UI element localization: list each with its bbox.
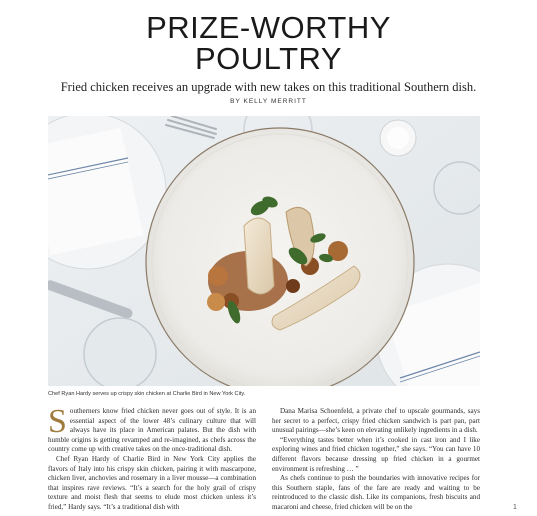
- article-column-1: [48, 403, 256, 513]
- article-title-line-2: POULTRY: [194, 41, 343, 76]
- paragraph: Chef Ryan Hardy of Charlie Bird in New York City applies the flavors of Italy into his crispy skin chicken, pairing it with mascarpone, chicken liver, anchovies and rosemary in a liver mousse—a combination that inspires rave reviews. “It’s a search for the holy grail of crispy texture and moist flesh that seems to elude most chicken unless it’s fried,” Hardy says. “It’s a traditional dish with: [48, 454, 256, 511]
- article-column-2: [272, 407, 480, 513]
- article-deck: Fried chicken receives an upgrade with new takes on this traditional Southern dish.: [60, 80, 477, 94]
- paragraph: [48, 403, 256, 455]
- paragraph: “Everything tastes better when it’s cooked in cast iron and I like exploring wines and fried chicken together,” she says. “You can have 10 different flavors because dressing up fried chicken in a gourmet environment is refreshing … ”: [272, 435, 480, 473]
- article-title-line-1: PRIZE-WORTHY: [146, 10, 391, 45]
- paragraph-text: outherners know fried chicken never goes out of style. It is an essential aspect of the lower 48’s culinary culture that will always have its place in American palates. But the dish with humble origins is getting revamped and re-imagined, as chefs across the country come up with creative takes on the once-traditional dish.: [48, 407, 256, 454]
- article-byline: BY KELLY MERRITT: [230, 98, 307, 105]
- paragraph: As chefs continue to push the boundaries with innovative recipes for this Southern staple, fans of the fare are ready and waiting to be reintroduced to the classic dish. Like its companions, fresh biscuits and macaroni and cheese, fried chicken will be on the: [272, 474, 480, 511]
- chicken-plate-illustration: [48, 116, 480, 386]
- feature-photo: [48, 116, 480, 386]
- photo-caption: Chef Ryan Hardy serves up crispy skin chicken at Charlie Bird in New York City.: [48, 391, 246, 397]
- paragraph: Dana Marisa Schoenfeld, a private chef to upscale gourmands, says her secret to a perfect, crispy fried chicken sandwich is part pan, part unusual pairings—she’s keen on elevating unlikely ingredients in a dish.: [272, 407, 480, 435]
- drop-cap: S: [48, 403, 67, 440]
- page-number: 1: [513, 504, 517, 511]
